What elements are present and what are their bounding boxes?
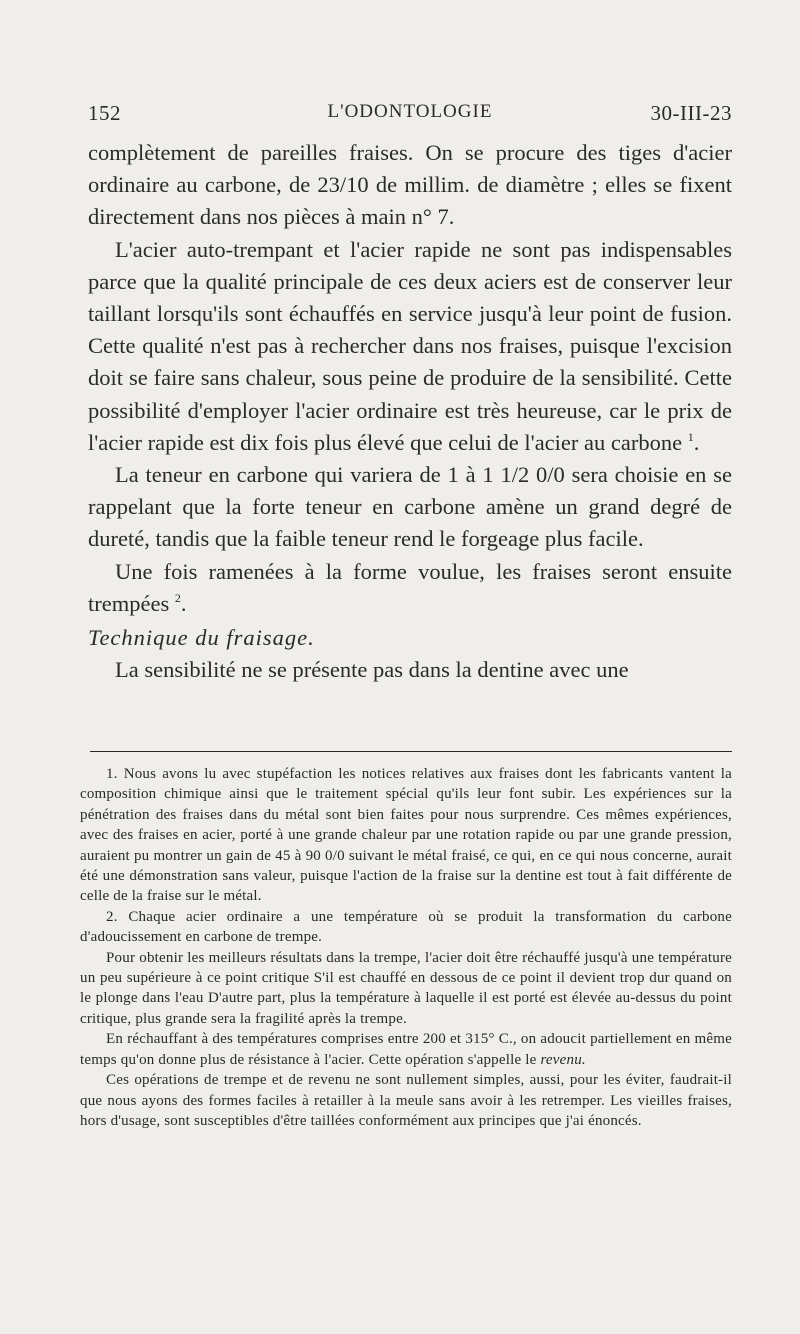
paragraph-2-end: . xyxy=(693,429,700,455)
footnote-2-para-4: Ces opérations de trempe et de revenu ne sont nullement simples, aussi, pour les éviter, faudrait-il que nous ayons des formes faciles à retailler à la meule sans avoir à les retremper. Les vieilles fraises, hors d'usage, sont susceptibles d'être taillées conformément aux principes que j'ai énoncés. xyxy=(80,1072,732,1129)
running-title: L'ODONTOLOGIE xyxy=(327,101,493,122)
main-text xyxy=(88,137,732,686)
paragraph-5: La sensibilité ne se présente pas dans la dentine avec une xyxy=(115,657,629,683)
paragraph-3: La teneur en carbone qui variera de 1 à 1 1/2 0/0 sera choisie en se rappelant que la forte teneur en carbone amène un grand degré de dureté, tandis que la faible teneur rend le forgeage plus facile. xyxy=(88,462,732,552)
issue-date: 30-III-23 xyxy=(650,101,732,125)
paragraph-4-end: . xyxy=(180,590,187,616)
footnote-2-para-2: Pour obtenir les meilleurs résultats dans la trempe, l'acier doit être réchauffé jusqu'à une température un peu supérieure à ce point critique S'il est chauffé en dessous de ce point il devient trop dur quand on le plonge dans l'eau D'autre part, plus la température à laquelle il est porté est élevée au-dessus du point critique, plus grande sera la fragilité après la trempe. xyxy=(80,949,732,1027)
footnote-2-para-3 xyxy=(80,1029,732,1070)
paragraph-4 xyxy=(88,556,732,620)
page-number: 152 xyxy=(88,101,121,125)
footnote-ref-1: 1 xyxy=(687,429,694,444)
paragraph-2 xyxy=(88,234,732,459)
section-heading: Technique du fraisage. xyxy=(88,625,315,651)
footnote-separator xyxy=(90,751,732,752)
term-revenu: revenu. xyxy=(540,1051,586,1068)
footnote-2-para-3-text: En réchauffant à des températures comprises entre 200 et 315° C., on adoucit partiellement en même temps qu'on donne plus de résistance à l'acier. Cette opération s'appelle le xyxy=(80,1031,732,1068)
paragraph-4-text: Une fois ramenées à la forme voulue, les fraises seront ensuite trempées xyxy=(88,558,732,616)
footnote-ref-2: 2 xyxy=(174,590,181,605)
paragraph-2-text: L'acier auto-trempant et l'acier rapide ne sont pas indispensables parce que la qualité principale de ces deux aciers est de conserver leur taillant lorsqu'ils sont échauffés en service jusqu'à leur point de fusion. Cette qualité n'est pas à rechercher dans nos fraises, puisque l'excision doit se faire sans chaleur, sous peine de produire de la sensibilité. Cette possibilité d'employer l'acier ordinaire est très heureuse, car le prix de l'acier rapide est dix fois plus élevé que celui de l'acier au carbone xyxy=(88,236,732,455)
footnote-2: 2. Chaque acier ordinaire a une température où se produit la transformation du carbone d'adoucissement en carbone de trempe. xyxy=(80,908,732,946)
running-header xyxy=(88,101,732,127)
footnote-1: 1. Nous avons lu avec stupéfaction les notices relatives aux fraises dont les fabricants vantent la composition chimique ainsi que le traitement spécial qu'ils leur font subir. Les expériences sur la pénétration des fraises dans du métal sont bien faites pour nous surprendre. Ces mêmes expériences, avec des fraises en acier, porté à une grande chaleur par une rotation rapide ou par une grande pression, auraient pu montrer un gain de 45 à 90 0/0 suivant le métal fraisé, ce qui, en ce qui nous concerne, aurait été une démonstration sans valeur, puisque l'action de la fraise sur la dentine est tout à fait différente de celle de la fraise sur le métal. xyxy=(80,766,732,905)
footnotes xyxy=(80,764,732,1131)
paragraph-1: complètement de pareilles fraises. On se procure des tiges d'acier ordinaire au carbone, de 23/10 de millim. de diamètre ; elles se fixent directement dans nos pièces à main n° 7. xyxy=(88,140,732,230)
